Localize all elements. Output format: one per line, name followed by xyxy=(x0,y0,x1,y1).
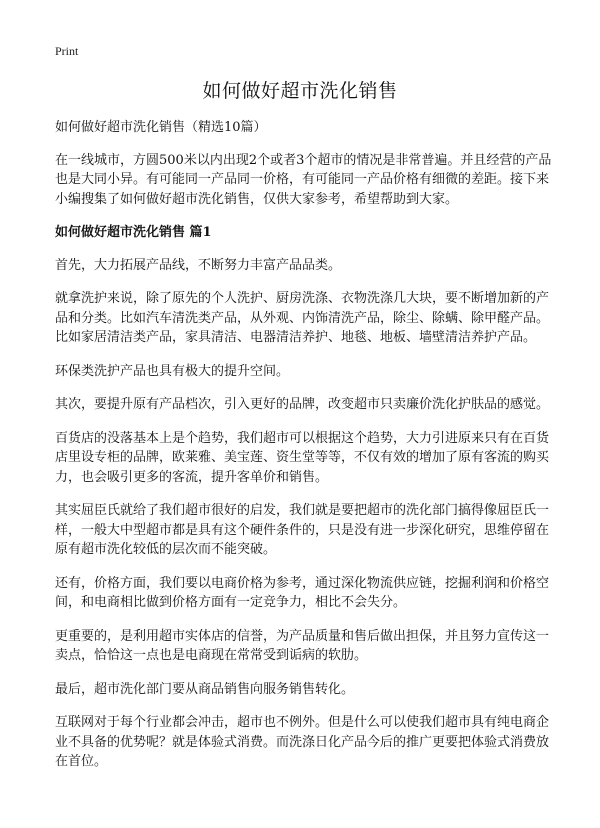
paragraph: 其次，要提升原有产品档次，引入更好的品牌，改变超市只卖廉价洗化护肤品的感觉。 xyxy=(55,397,550,412)
intro-paragraph: 在一线城市，方圆500米以内出现2个或者3个超市的情况是非常普遍。并且经营的产品也是大同小异。有可能同一产品同一价格，有可能同一产品价格有细微的差距。接下来小编搜集了如何做好超市洗化销售，仅供大家参考，希望帮助到大家。 xyxy=(55,152,552,207)
section-heading: 如何做好超市洗化销售 篇1 xyxy=(55,225,212,240)
paragraph: 最后，超市洗化部门要从商品销售向服务销售转化。 xyxy=(55,681,355,697)
paragraph: 环保类洗护产品也具有极大的提升空间。 xyxy=(55,363,290,379)
paragraph: 更重要的，是利用超市实体店的信誉，为产品质量和售后做出担保，并且努力宣传这一卖点，恰恰这一点也是电商现在常常受到诟病的软肋。 xyxy=(55,628,550,663)
paragraph: 互联网对于每个行业都会冲击，超市也不例外。但是什么可以使我们超市具有纯电商企业不具备的优势呢？就是体验式消费。而洗涤日化产品今后的推广更要把体验式消费放在首位。 xyxy=(55,715,550,769)
document-subtitle: 如何做好超市洗化销售（精选10篇） xyxy=(55,120,267,135)
paragraph: 百货店的没落基本上是个趋势，我们超市可以根据这个趋势，大力引进原来只有在百货店里设专柜的品牌，欧莱雅、美宝莲、资生堂等等，不仅有效的增加了原有客流的购买力，也会吸引更多的客流，提升客单价和销售。 xyxy=(55,430,550,485)
paragraph: 其实屈臣氏就给了我们超市很好的启发，我们就是要把超市的洗化部门搞得像屈臣氏一样，一般大中型超市都是具有这个硬件条件的，只是没有进一步深化研究，思维停留在原有超市洗化较低的层次而不能突破。 xyxy=(55,503,550,557)
page-title: 如何做好超市洗化销售 xyxy=(202,80,398,102)
document-body xyxy=(55,118,555,786)
paragraph: 首先，大力拓展产品线，不断努力丰富产品品类。 xyxy=(55,257,342,273)
paragraph: 还有，价格方面，我们要以电商价格为参考，通过深化物流供应链，挖掘利润和价格空间，和电商相比做到价格方面有一定竞争力，相比不会失分。 xyxy=(55,575,550,610)
paragraph: 就拿洗护来说，除了原先的个人洗护、厨房洗涤、衣物洗涤几大块，要不断增加新的产品和分类。比如汽车清洗类产品，从外观、内饰清洗产品，除尘、除螨、除甲醛产品。比如家居清洁类产品，家具清洁、电器清洁养护、地毯、地板、墙壁清洁养护产品。 xyxy=(55,291,550,345)
print-link[interactable]: Print xyxy=(55,44,79,58)
